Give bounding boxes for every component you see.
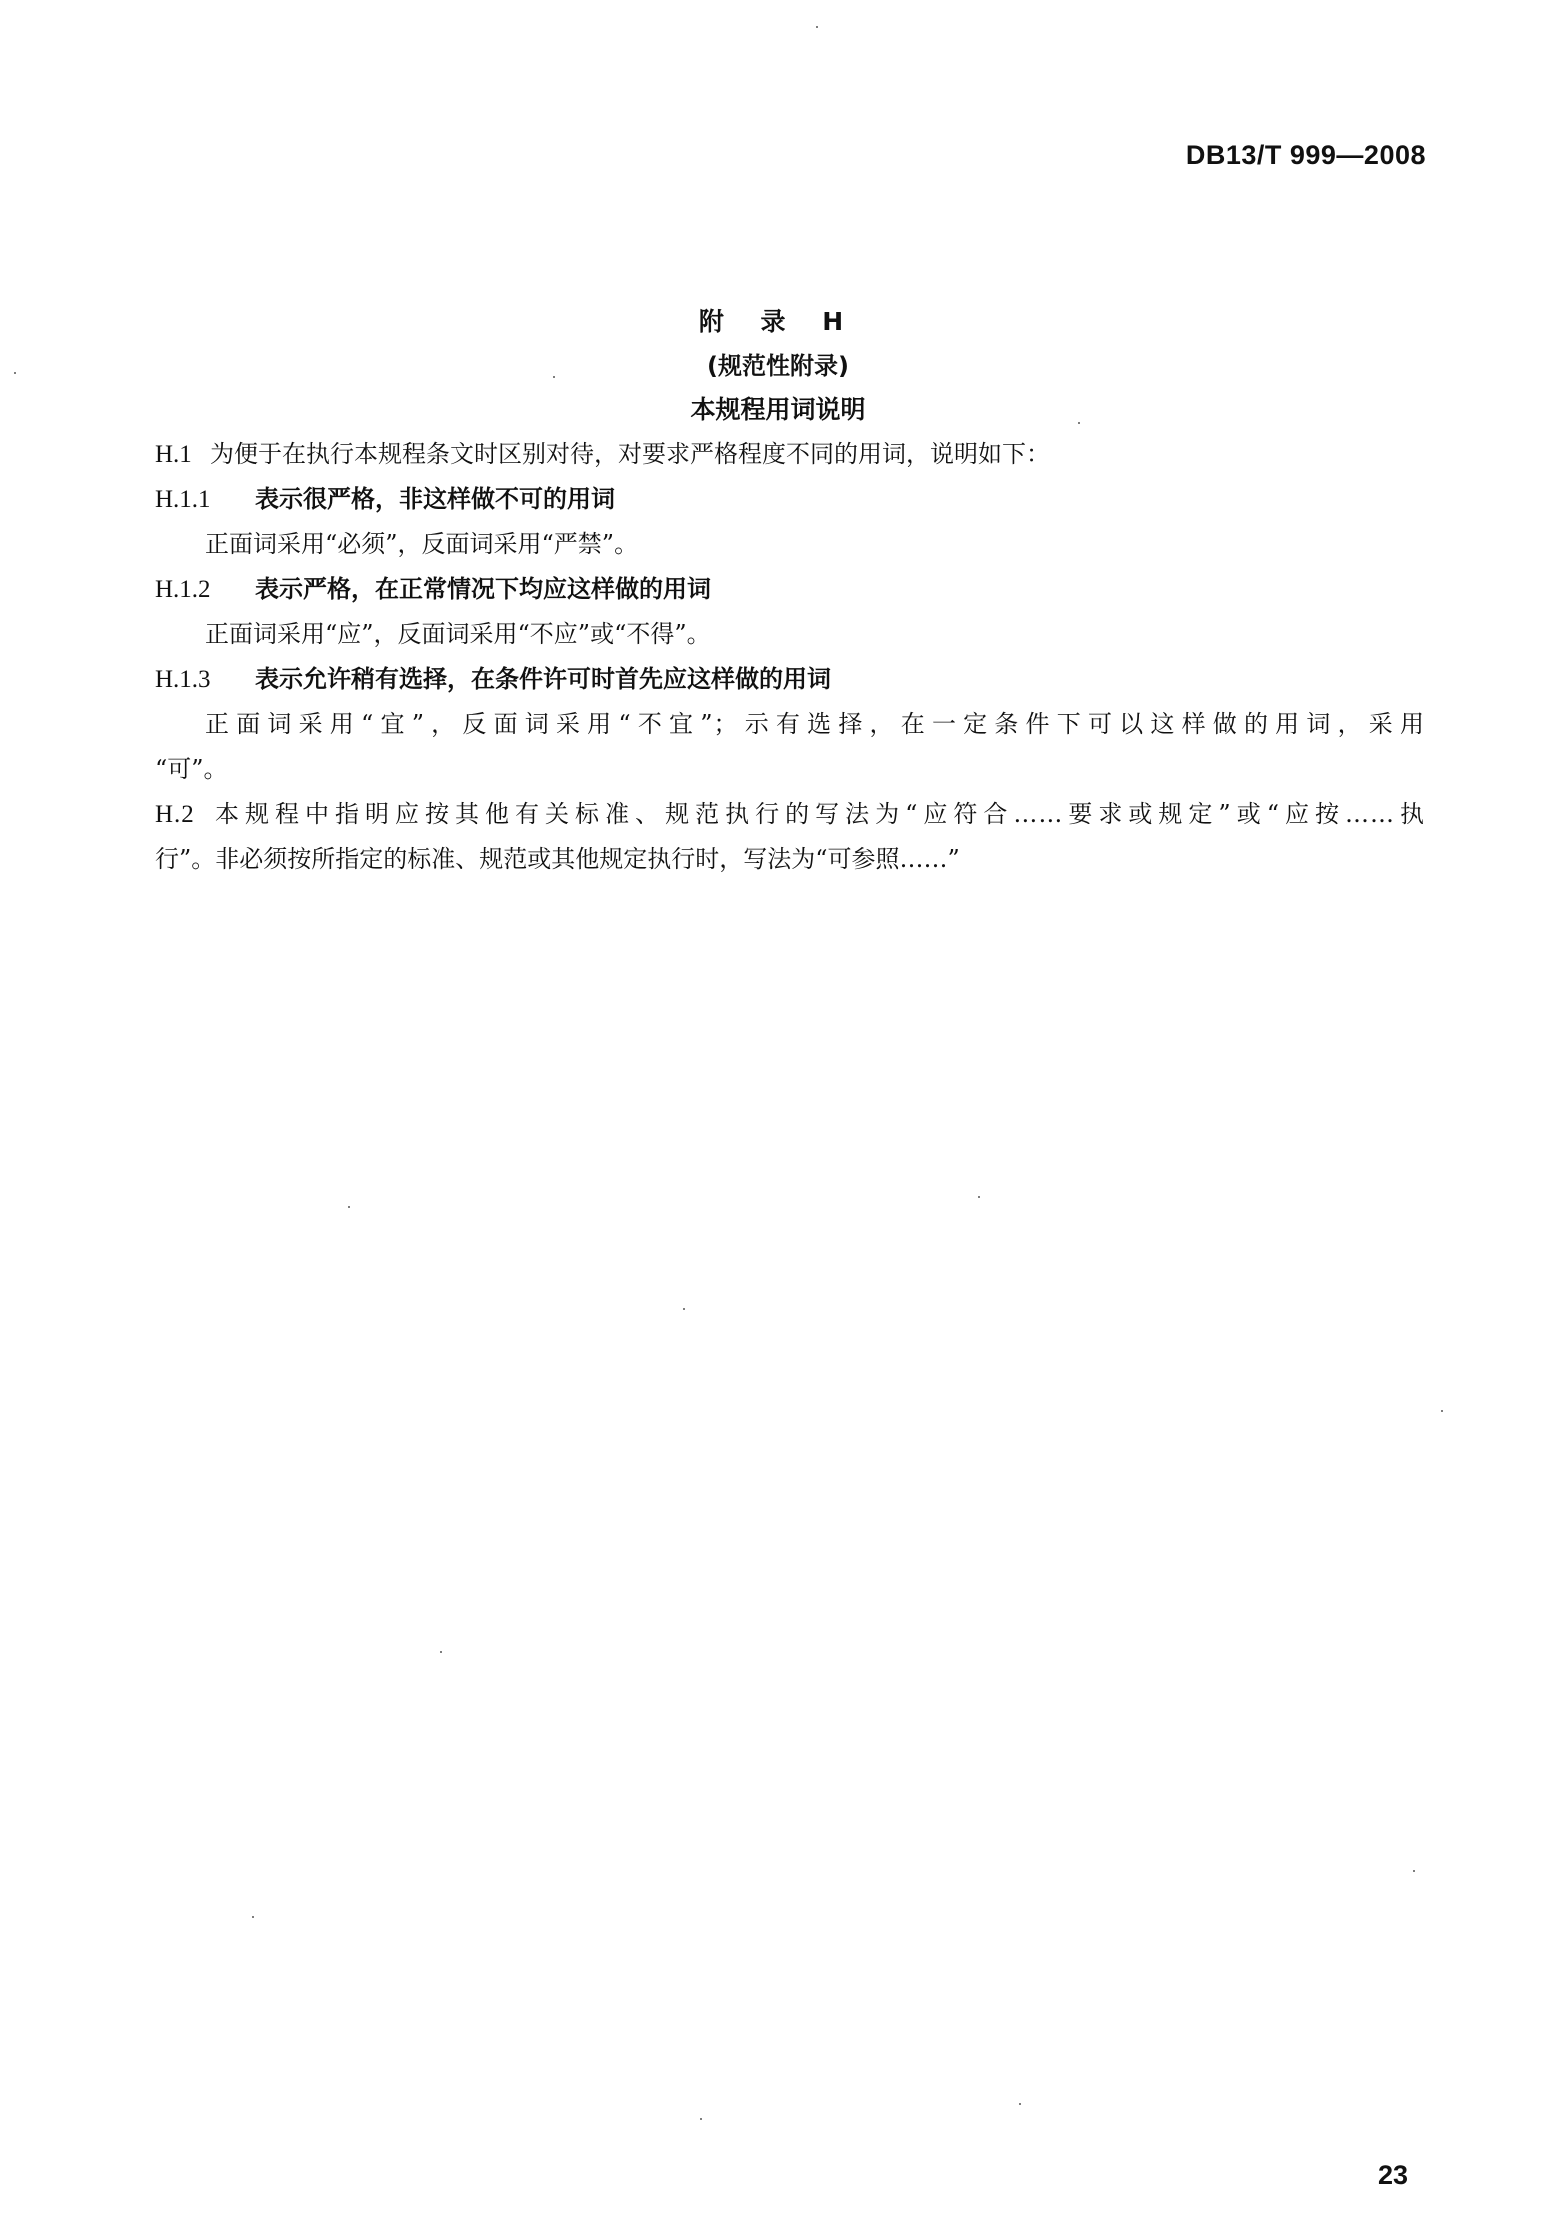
appendix-body [155, 432, 1425, 882]
appendix-type: (规范性附录) [707, 352, 849, 380]
clause-number: H.1 [155, 441, 192, 468]
scan-speck [816, 26, 818, 28]
clause-number: H.1.2 [155, 576, 211, 603]
clause-h13-text-line2: “可”。 [155, 755, 228, 783]
clause-h12-text: 正面词采用“应”，反面词采用“不应”或“不得”。 [205, 620, 711, 648]
clause-h11 [155, 477, 1425, 522]
scan-speck [1078, 422, 1080, 424]
clause-number: H.1.1 [155, 486, 211, 513]
standard-code: DB13/T 999—2008 [1185, 140, 1426, 170]
appendix-name: 本规程用词说明 [690, 395, 866, 424]
scan-speck [348, 1206, 350, 1208]
clause-h2-text-line2: 行”。非必须按所指定的标准、规范或其他规定执行时，写法为“可参照……” [155, 845, 960, 873]
scan-speck [978, 1196, 980, 1198]
page-number: 23 [1377, 2160, 1408, 2190]
appendix-title: 附 录 H [698, 307, 858, 336]
scan-speck [440, 1651, 442, 1653]
scan-speck [1441, 1410, 1443, 1412]
scan-speck [700, 2118, 702, 2120]
clause-h11-text: 正面词采用“必须”，反面词采用“严禁”。 [205, 530, 639, 558]
scan-speck [1413, 1870, 1415, 1872]
clause-h13-text-line1: 正面词采用“宜”，反面词采用“不宜”；示有选择，在一定条件下可以这样做的用词，采用 [205, 710, 1425, 738]
clause-heading: 表示很严格，非这样做不可的用词 [255, 485, 615, 513]
clause-h13 [155, 657, 1425, 702]
scan-speck [14, 372, 16, 374]
scan-speck [252, 1916, 254, 1918]
scan-speck [683, 1308, 685, 1310]
scan-speck [553, 376, 555, 378]
clause-h2 [155, 792, 1425, 837]
clause-heading: 表示允许稍有选择，在条件许可时首先应这样做的用词 [255, 665, 831, 693]
clause-h1 [155, 432, 1425, 477]
clause-h12 [155, 567, 1425, 612]
scan-speck [1019, 2103, 1021, 2105]
clause-heading: 表示严格，在正常情况下均应这样做的用词 [255, 575, 711, 603]
clause-number: H.2 [155, 801, 195, 828]
clause-text: 为便于在执行本规程条文时区别对待，对要求严格程度不同的用词，说明如下： [210, 440, 1050, 468]
clause-number: H.1.3 [155, 666, 211, 693]
clause-text: 本规程中指明应按其他有关标准、规范执行的写法为“应符合……要求或规定”或“应按……执 [210, 800, 1425, 828]
